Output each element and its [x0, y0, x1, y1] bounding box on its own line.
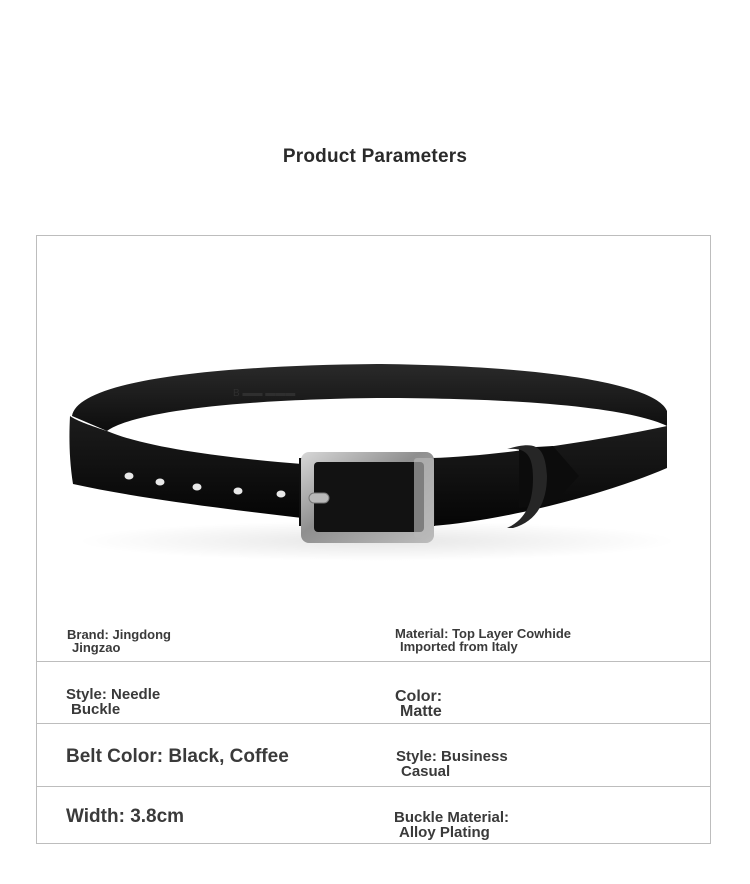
param-brand: Brand: Jingdong Jingzao: [67, 627, 171, 655]
param-width: Width: 3.8cm: [66, 806, 185, 827]
row-divider: [37, 723, 710, 724]
param-style-business: Style: Business Casual: [396, 748, 508, 780]
param-belt-color: Belt Color: Black, Coffee: [66, 746, 289, 767]
param-material: Material: Top Layer Cowhide Imported from Italy: [395, 626, 572, 654]
param-buckle-material: Buckle Material: Alloy Plating: [394, 809, 510, 841]
param-color: Color: Matte: [395, 688, 443, 720]
svg-text:B ▬▬ ▬▬▬: B ▬▬ ▬▬▬: [233, 388, 296, 399]
parameters-table: [36, 235, 711, 844]
row-divider: [37, 786, 710, 787]
row-divider: [37, 661, 710, 662]
product-image: [37, 236, 710, 636]
param-style: Style: Needle Buckle: [66, 686, 161, 718]
page-title: Product Parameters: [282, 146, 468, 167]
